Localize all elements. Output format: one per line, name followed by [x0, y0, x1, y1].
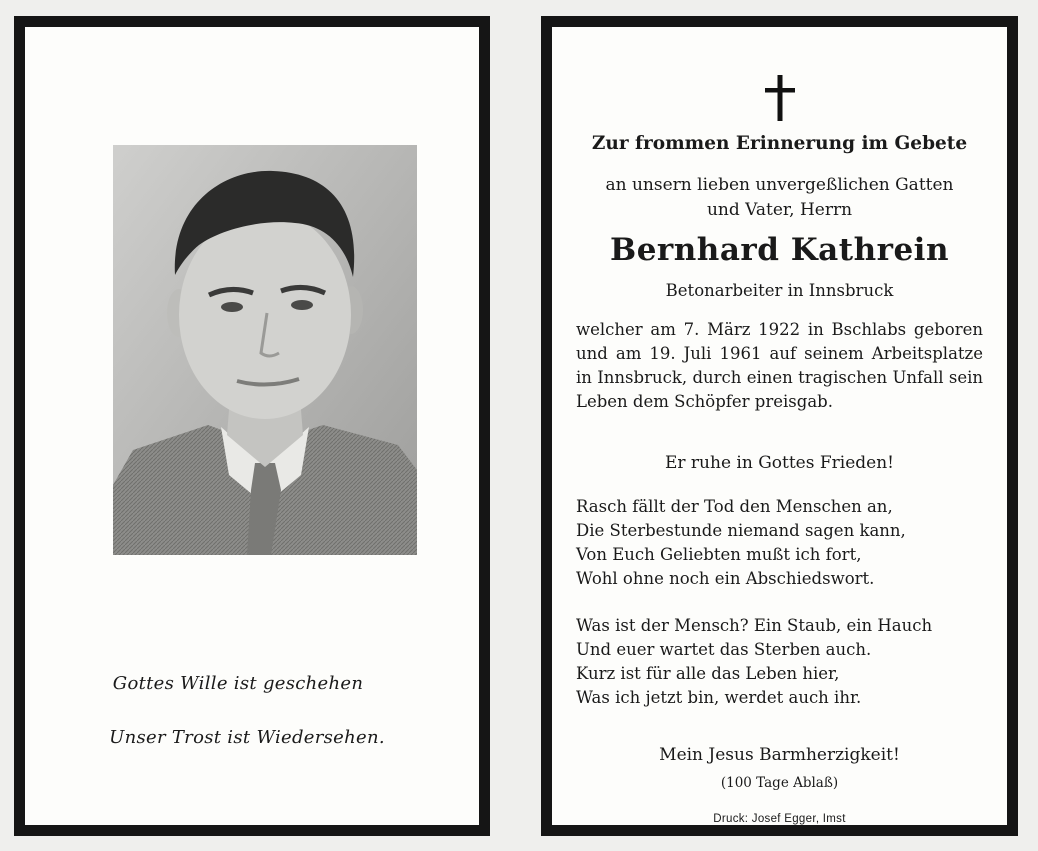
verse-line: Kurz ist für alle das Leben hier,: [576, 664, 840, 683]
verse-line: Wohl ohne noch ein Abschiedswort.: [576, 569, 875, 588]
verse-line: Rasch fällt der Tod den Menschen an,: [576, 497, 893, 516]
rest-in-peace-line: Er ruhe in Gottes Frieden!: [664, 453, 895, 473]
portrait-photo: [113, 145, 417, 555]
verse-line: Und euer wartet das Sterben auch.: [576, 640, 872, 659]
intro-line: an unsern lieben unvergeßlichen Gatten: [605, 175, 954, 195]
latin-cross-icon: [576, 75, 983, 125]
biography: welcher am 7. März 1922 in Bschlabs geboren und am 19. Juli 1961 auf seinem Arbeitsplatze in Innsbruck, durch einen tragischen Unfall sein Leben dem Schöpfer preisgab.: [576, 320, 983, 411]
deceased-name: Bernhard Kathrein: [610, 232, 949, 268]
printer-credit: Druck: Josef Egger, Imst: [713, 813, 846, 825]
verse-line: Die Sterbestunde niemand sagen kann,: [576, 521, 906, 540]
verse-1: [576, 495, 983, 591]
occupation: Betonarbeiter in Innsbruck: [665, 281, 894, 300]
verse-line: Was ist der Mensch? Ein Staub, ein Hauch: [576, 616, 933, 635]
consolation-line-1: Gottes Wille ist geschehen: [112, 673, 364, 694]
verse-line: Was ich jetzt bin, werdet auch ihr.: [576, 688, 862, 707]
intro: [576, 173, 983, 223]
indulgence-note: (100 Tage Ablaß): [720, 775, 839, 791]
prayer: Mein Jesus Barmherzigkeit!: [659, 745, 900, 765]
memorial-card-right: [541, 16, 1018, 836]
memorial-card-left: [14, 16, 490, 836]
intro-line: und Vater, Herrn: [706, 200, 853, 220]
verse-2: [576, 614, 983, 710]
portrait-image: [113, 145, 417, 555]
consolation-line-2: Unser Trost ist Wiedersehen.: [109, 727, 385, 748]
heading: Zur frommen Erinnerung im Gebete: [591, 133, 968, 154]
verse-line: Von Euch Geliebten mußt ich fort,: [576, 545, 862, 564]
